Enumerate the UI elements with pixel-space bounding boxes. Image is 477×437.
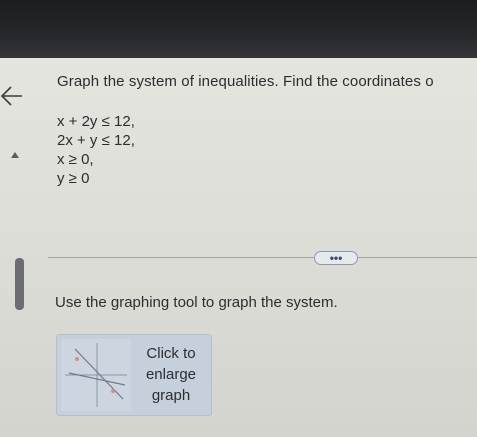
inequality-2: 2x + y ≤ 12, [57, 132, 135, 149]
inequality-list [57, 112, 135, 188]
inequality-1: x + 2y ≤ 12, [57, 113, 135, 130]
scrollbar-thumb[interactable] [15, 258, 24, 310]
enlarge-graph-button[interactable] [56, 334, 212, 416]
section-divider [48, 257, 477, 258]
enlarge-line-3: graph [151, 387, 191, 404]
top-bar [0, 0, 477, 58]
triangle-marker-icon [11, 152, 19, 158]
inequality-4: y ≥ 0 [57, 170, 90, 187]
inequality-3: x ≥ 0, [57, 151, 94, 168]
question-title: Graph the system of inequalities. Find the coordinates o [57, 73, 434, 90]
back-arrow-icon[interactable] [0, 84, 24, 108]
expand-handle-button[interactable]: ••• [314, 251, 358, 265]
enlarge-line-1: Click to [146, 345, 196, 362]
enlarge-line-2: enlarge [145, 366, 197, 383]
instruction-text: Use the graphing tool to graph the system. [55, 294, 338, 311]
enlarge-graph-label [135, 343, 207, 406]
graph-thumbnail-icon [61, 339, 131, 411]
